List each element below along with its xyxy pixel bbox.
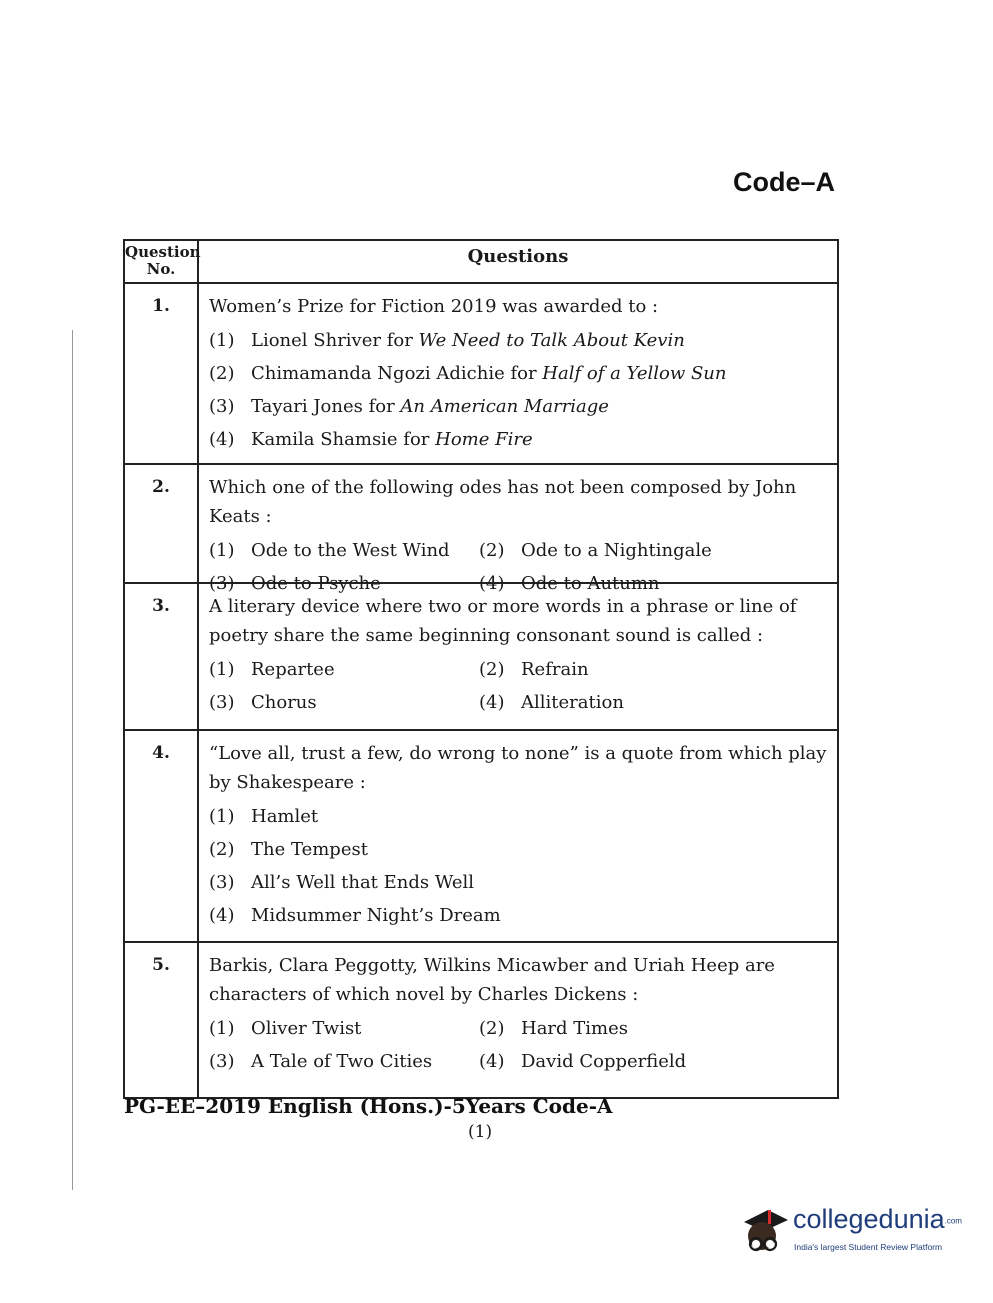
option-1: (1) Lionel Shriver for We Need to Talk About Kevin — [209, 330, 685, 351]
col-question-no-header: Question No. — [125, 241, 199, 282]
option-4: (4) David Copperfield — [479, 1051, 687, 1072]
question-row-2 — [125, 463, 837, 594]
table-header — [125, 241, 837, 284]
option-1: (1) Oliver Twist — [209, 1018, 362, 1039]
student-mascot-icon — [738, 1200, 790, 1256]
option-3: (3) Ode to Psyche — [209, 573, 381, 594]
option-4: (4) Alliteration — [479, 692, 624, 713]
option-2: (2) Hard Times — [479, 1018, 628, 1039]
question-stem: Women’s Prize for Fiction 2019 was awarded to : — [209, 296, 659, 317]
option-4: (4) Kamila Shamsie for Home Fire — [209, 429, 533, 450]
question-body — [209, 292, 833, 456]
option-2: (2) Chimamanda Ngozi Adichie for Half of a Yellow Sun — [209, 363, 727, 384]
scan-margin-line — [72, 330, 73, 1190]
option-1: (1) Repartee — [209, 659, 335, 680]
question-number: 5. — [125, 941, 199, 1097]
option-4: (4) Ode to Autumn — [479, 573, 660, 594]
paper-code: Code–A — [733, 167, 836, 197]
option-2: (2) Refrain — [479, 659, 589, 680]
questions-table — [123, 239, 839, 1099]
question-row-4 — [125, 729, 837, 943]
brand-name: collegedunia.com — [793, 1204, 962, 1234]
footer-title: PG-EE–2019 English (Hons.)-5Years Code-A — [124, 1094, 613, 1118]
question-stem: “Love all, trust a few, do wrong to none” is a quote from which play by Shakespeare : — [209, 743, 827, 793]
question-number: 3. — [125, 582, 199, 729]
question-row-3 — [125, 582, 837, 731]
question-body — [209, 951, 833, 1078]
option-3: (3) A Tale of Two Cities — [209, 1051, 433, 1072]
brand-tagline: India's largest Student Review Platform — [794, 1242, 943, 1252]
question-number: 2. — [125, 463, 199, 582]
option-1: (1) Ode to the West Wind — [209, 540, 450, 561]
question-body — [209, 473, 833, 600]
collegedunia-watermark — [738, 1200, 960, 1260]
option-3: (3) Chorus — [209, 692, 317, 713]
option-2: (2) Ode to a Nightingale — [479, 540, 712, 561]
question-stem: Which one of the following odes has not been composed by John Keats : — [209, 477, 797, 527]
option-4: (4) Midsummer Night’s Dream — [209, 905, 501, 926]
question-number: 4. — [125, 729, 199, 941]
question-stem: A literary device where two or more words in a phrase or line of poetry share the same beginning consonant sound is called : — [209, 596, 797, 646]
option-1: (1) Hamlet — [209, 806, 319, 827]
question-stem: Barkis, Clara Peggotty, Wilkins Micawber and Uriah Heep are characters of which novel by Charles Dickens : — [209, 955, 775, 1005]
option-3: (3) All’s Well that Ends Well — [209, 872, 475, 893]
option-3: (3) Tayari Jones for An American Marriage — [209, 396, 609, 417]
question-row-1 — [125, 282, 837, 465]
page-number: (1) — [468, 1122, 493, 1142]
question-number: 1. — [125, 282, 199, 463]
option-2: (2) The Tempest — [209, 839, 368, 860]
question-row-5 — [125, 941, 837, 1097]
question-body — [209, 739, 833, 932]
question-body — [209, 592, 833, 719]
col-questions-header: Questions — [467, 246, 569, 267]
